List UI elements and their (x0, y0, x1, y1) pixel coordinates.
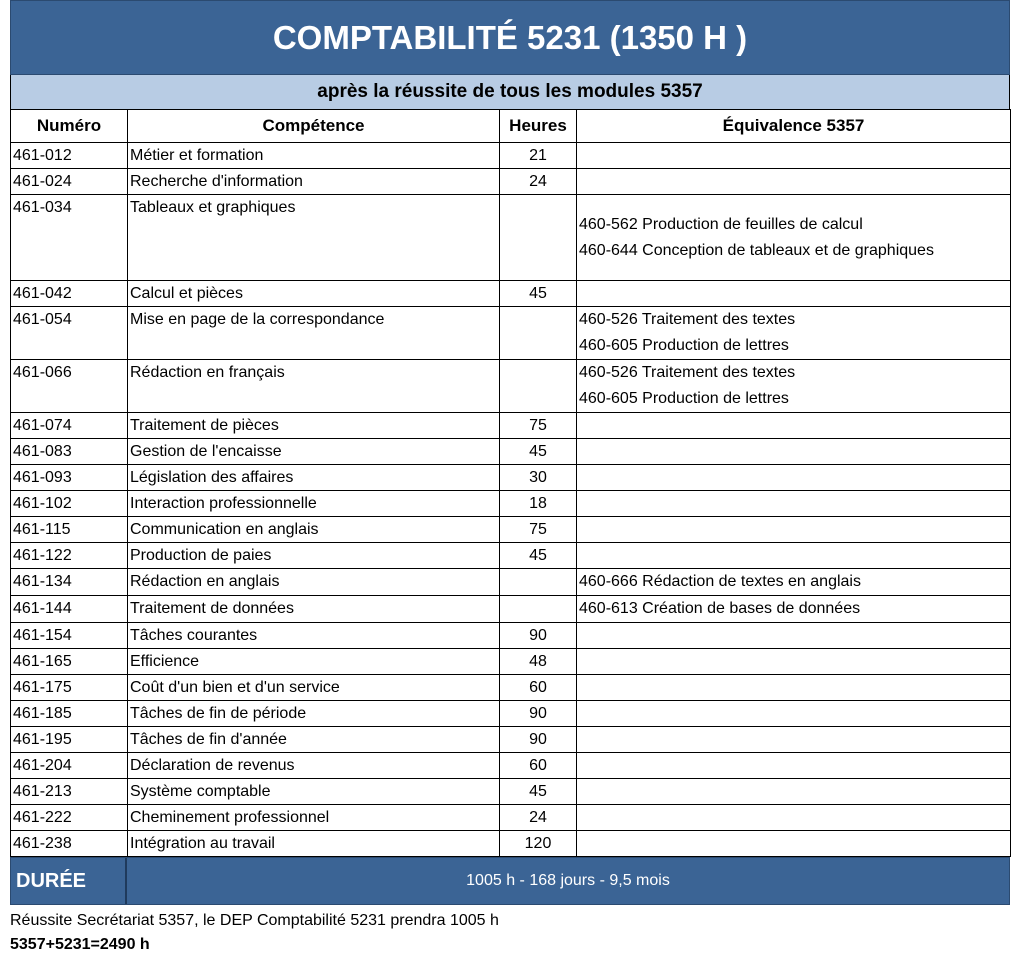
cell-equivalence (577, 143, 1011, 169)
cell-numero: 461-195 (11, 727, 128, 753)
equivalence-item: 460-666 Rédaction de textes en anglais (579, 573, 861, 590)
table-row (11, 360, 1011, 413)
table-row (11, 307, 1011, 360)
cell-numero: 461-074 (11, 413, 128, 439)
cell-competence: Tâches de fin d'année (128, 727, 500, 753)
table-row (11, 805, 1011, 831)
cell-numero: 461-185 (11, 701, 128, 727)
cell-heures: 75 (500, 517, 577, 543)
table-row (11, 623, 1011, 649)
cell-competence: Rédaction en français (128, 360, 500, 413)
table-row (11, 753, 1011, 779)
cell-numero: 461-134 (11, 569, 128, 596)
cell-numero: 461-034 (11, 195, 128, 281)
cell-competence: Communication en anglais (128, 517, 500, 543)
cell-heures: 120 (500, 831, 577, 857)
cell-heures: 21 (500, 143, 577, 169)
header-heures: Heures (500, 110, 577, 143)
table-header-row (11, 110, 1011, 143)
cell-equivalence (577, 439, 1011, 465)
equivalence-item: 460-562 Production de feuilles de calcul (579, 215, 863, 233)
cell-heures (500, 195, 577, 281)
cell-numero: 461-102 (11, 491, 128, 517)
cell-heures (500, 307, 577, 360)
header-numero: Numéro (11, 110, 128, 143)
cell-heures: 45 (500, 543, 577, 569)
cell-numero: 461-213 (11, 779, 128, 805)
note-line-2: 5357+5231=2490 h (10, 936, 150, 953)
cell-competence: Législation des affaires (128, 465, 500, 491)
cell-competence: Traitement de pièces (128, 413, 500, 439)
document-sheet (10, 0, 1010, 957)
cell-heures: 90 (500, 701, 577, 727)
cell-heures: 75 (500, 413, 577, 439)
table-row (11, 517, 1011, 543)
cell-equivalence (577, 491, 1011, 517)
cell-competence: Cheminement professionnel (128, 805, 500, 831)
cell-heures: 90 (500, 623, 577, 649)
table-row (11, 831, 1011, 857)
cell-numero: 461-122 (11, 543, 128, 569)
notes (10, 909, 1010, 957)
cell-heures: 48 (500, 649, 577, 675)
table-row (11, 779, 1011, 805)
table-row (11, 195, 1011, 281)
cell-competence: Tableaux et graphiques (128, 195, 500, 281)
cell-equivalence (577, 831, 1011, 857)
table-row (11, 143, 1011, 169)
cell-numero: 461-024 (11, 169, 128, 195)
cell-heures: 24 (500, 169, 577, 195)
equivalence-item: 460-644 Conception de tableaux et de graphiques (579, 241, 934, 259)
cell-numero: 461-083 (11, 439, 128, 465)
cell-numero: 461-204 (11, 753, 128, 779)
cell-competence: Efficience (128, 649, 500, 675)
cell-numero: 461-066 (11, 360, 128, 413)
cell-heures: 60 (500, 675, 577, 701)
cell-numero: 461-165 (11, 649, 128, 675)
cell-competence: Système comptable (128, 779, 500, 805)
table-row (11, 675, 1011, 701)
header-equivalence: Équivalence 5357 (577, 110, 1011, 143)
cell-equivalence (577, 307, 1011, 360)
cell-equivalence (577, 569, 1011, 596)
table-row (11, 596, 1011, 623)
cell-equivalence (577, 413, 1011, 439)
duration-value: 1005 h - 168 jours - 9,5 mois (466, 872, 670, 889)
cell-competence: Interaction professionnelle (128, 491, 500, 517)
cell-equivalence (577, 727, 1011, 753)
table-row (11, 439, 1011, 465)
competency-table (10, 109, 1011, 857)
cell-numero: 461-238 (11, 831, 128, 857)
note-line-1: Réussite Secrétariat 5357, le DEP Comptabilité 5231 prendra 1005 h (10, 912, 499, 929)
cell-competence: Intégration au travail (128, 831, 500, 857)
cell-heures (500, 360, 577, 413)
cell-equivalence (577, 753, 1011, 779)
page-title: COMPTABILITÉ 5231 (1350 H ) (10, 0, 1010, 75)
cell-equivalence (577, 169, 1011, 195)
table-row (11, 169, 1011, 195)
cell-heures: 45 (500, 281, 577, 307)
cell-heures: 90 (500, 727, 577, 753)
table-row (11, 465, 1011, 491)
cell-competence: Déclaration de revenus (128, 753, 500, 779)
cell-equivalence (577, 465, 1011, 491)
cell-numero: 461-042 (11, 281, 128, 307)
cell-heures: 30 (500, 465, 577, 491)
cell-heures: 45 (500, 439, 577, 465)
table-row (11, 727, 1011, 753)
page-subtitle: après la réussite de tous les modules 5357 (10, 75, 1010, 109)
cell-numero: 461-012 (11, 143, 128, 169)
table-body (11, 143, 1011, 857)
equivalence-item: 460-526 Traitement des textes (579, 311, 796, 328)
cell-competence: Recherche d'information (128, 169, 500, 195)
equivalence-item: 460-526 Traitement des textes (579, 364, 796, 381)
duration-label: DURÉE (11, 858, 127, 904)
cell-equivalence (577, 675, 1011, 701)
cell-heures (500, 569, 577, 596)
cell-equivalence (577, 543, 1011, 569)
duration-bar (10, 857, 1010, 905)
cell-numero: 461-154 (11, 623, 128, 649)
table-row (11, 649, 1011, 675)
cell-competence: Tâches de fin de période (128, 701, 500, 727)
cell-competence: Gestion de l'encaisse (128, 439, 500, 465)
cell-heures: 60 (500, 753, 577, 779)
cell-competence: Traitement de données (128, 596, 500, 623)
cell-numero: 461-054 (11, 307, 128, 360)
cell-equivalence (577, 779, 1011, 805)
cell-competence: Coût d'un bien et d'un service (128, 675, 500, 701)
cell-heures: 45 (500, 779, 577, 805)
table-row (11, 701, 1011, 727)
table-row (11, 281, 1011, 307)
table-row (11, 543, 1011, 569)
cell-competence: Rédaction en anglais (128, 569, 500, 596)
table-row (11, 569, 1011, 596)
cell-equivalence (577, 623, 1011, 649)
cell-equivalence (577, 195, 1011, 281)
cell-equivalence (577, 360, 1011, 413)
cell-equivalence (577, 517, 1011, 543)
cell-equivalence (577, 596, 1011, 623)
equivalence-item: 460-613 Création de bases de données (579, 600, 861, 617)
cell-equivalence (577, 701, 1011, 727)
equivalence-item: 460-605 Production de lettres (579, 337, 789, 354)
cell-heures: 24 (500, 805, 577, 831)
table-row (11, 491, 1011, 517)
cell-numero: 461-175 (11, 675, 128, 701)
cell-heures (500, 596, 577, 623)
cell-numero: 461-222 (11, 805, 128, 831)
cell-heures: 18 (500, 491, 577, 517)
cell-equivalence (577, 805, 1011, 831)
cell-competence: Métier et formation (128, 143, 500, 169)
cell-equivalence (577, 649, 1011, 675)
table-row (11, 413, 1011, 439)
equivalence-item: 460-605 Production de lettres (579, 390, 789, 407)
cell-competence: Mise en page de la correspondance (128, 307, 500, 360)
cell-numero: 461-115 (11, 517, 128, 543)
cell-equivalence (577, 281, 1011, 307)
cell-numero: 461-144 (11, 596, 128, 623)
header-competence: Compétence (128, 110, 500, 143)
cell-competence: Tâches courantes (128, 623, 500, 649)
cell-competence: Production de paies (128, 543, 500, 569)
cell-numero: 461-093 (11, 465, 128, 491)
cell-competence: Calcul et pièces (128, 281, 500, 307)
